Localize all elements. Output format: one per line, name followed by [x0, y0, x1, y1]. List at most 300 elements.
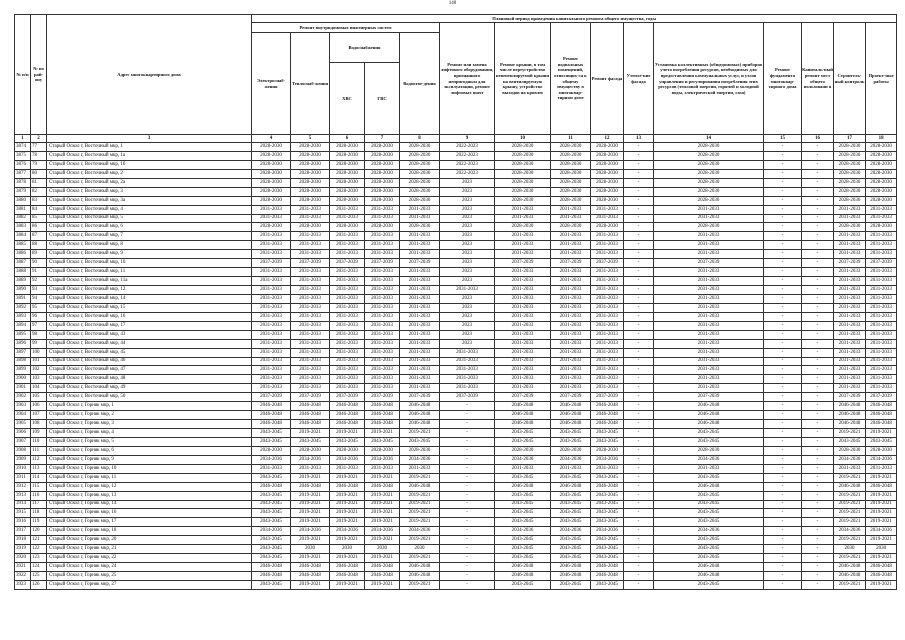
period-cell: 2019-2021 [330, 536, 365, 545]
period-cell: 2031-2033 [591, 357, 624, 366]
address-cell: Старый Оскол г, Горняк мкр, 12 [47, 482, 252, 491]
header-drainage: Водоотве-дения [400, 33, 440, 135]
period-cell: - [802, 411, 834, 420]
period-cell: 2028-2030 [834, 169, 866, 178]
period-cell: - [764, 339, 802, 348]
period-cell: 2043-2045 [551, 580, 591, 589]
table-row [15, 518, 897, 527]
period-cell: 2037-2039 [591, 259, 624, 268]
period-cell: 2043-2045 [400, 437, 440, 446]
address-cell: Старый Оскол г, Восточный мкр, 2 [47, 169, 252, 178]
period-cell: - [764, 312, 802, 321]
period-cell: 2031-2033 [654, 384, 764, 393]
period-cell: 2037-2039 [400, 259, 440, 268]
period-cell: - [440, 437, 495, 446]
period-cell: 2046-2048 [834, 411, 866, 420]
period-cell: 2031-2033 [400, 312, 440, 321]
period-cell: 2028-2030 [866, 187, 897, 196]
period-cell: 2028-2030 [834, 178, 866, 187]
period-cell: 2037-2039 [495, 393, 551, 402]
period-cell: 2046-2048 [365, 402, 400, 411]
period-cell: 2037-2039 [252, 393, 291, 402]
period-cell: 2031-2033 [400, 303, 440, 312]
period-cell: 2031-2033 [291, 384, 330, 393]
period-cell: 2028-2030 [330, 169, 365, 178]
period-cell: 2028-2030 [400, 196, 440, 205]
period-cell: 2031-2033 [591, 375, 624, 384]
period-cell: - [624, 518, 654, 527]
period-cell: 2046-2048 [654, 411, 764, 420]
period-cell: 2031-2033 [495, 366, 551, 375]
period-cell: 2046-2048 [866, 420, 897, 429]
period-cell: 2046-2048 [834, 402, 866, 411]
period-cell: 2031-2033 [291, 214, 330, 223]
period-cell: 2046-2048 [291, 402, 330, 411]
period-cell: 2043-2045 [252, 437, 291, 446]
address-cell: Старый Оскол г, Горняк мкр, 22 [47, 554, 252, 563]
header-hot-water: ГВС [365, 63, 400, 135]
period-cell: - [624, 143, 654, 152]
period-cell: 2031-2033 [866, 357, 897, 366]
period-cell: - [624, 402, 654, 411]
period-cell: - [764, 143, 802, 152]
period-cell: 2028-2030 [365, 151, 400, 160]
period-cell: 2046-2048 [654, 572, 764, 581]
period-cell: 2043-2045 [591, 509, 624, 518]
district-number: 119 [31, 518, 47, 527]
period-cell: 2028-2030 [866, 169, 897, 178]
table-row [15, 259, 897, 268]
address-cell: Старый Оскол г, Горняк мкр, 16 [47, 509, 252, 518]
period-cell: 2031-2033 [551, 250, 591, 259]
period-cell: 2031-2033 [866, 250, 897, 259]
header-roof: Ремонт крыши, в том числе переустройство невентилируемой крыши на вентилируемую крышу, устройство выходов на кровлю [495, 23, 551, 135]
period-cell: 2031-2033 [591, 214, 624, 223]
period-cell: 2034-2036 [654, 455, 764, 464]
period-cell: 2031-2033 [252, 277, 291, 286]
table-row [15, 178, 897, 187]
period-cell: 2031-2033 [291, 268, 330, 277]
period-cell: 2031-2033 [365, 330, 400, 339]
district-number: 99 [31, 339, 47, 348]
period-cell: 2031-2033 [291, 375, 330, 384]
period-cell: 2019-2021 [330, 429, 365, 438]
column-number: 8 [400, 135, 440, 143]
period-cell: 2031-2033 [252, 286, 291, 295]
period-cell: 2031-2033 [291, 294, 330, 303]
period-cell: - [764, 455, 802, 464]
period-cell: 2028-2030 [591, 196, 624, 205]
period-cell: 2023 [440, 187, 495, 196]
period-cell: 2046-2048 [252, 420, 291, 429]
period-cell: 2046-2048 [654, 420, 764, 429]
period-cell: - [764, 151, 802, 160]
period-cell: - [764, 259, 802, 268]
row-number: 3908 [15, 446, 31, 455]
period-cell: - [440, 482, 495, 491]
address-cell: Старый Оскол г, Горняк мкр, 25 [47, 572, 252, 581]
period-cell: - [802, 491, 834, 500]
period-cell: 2028-2030 [551, 196, 591, 205]
period-cell: 2034-2036 [495, 455, 551, 464]
period-cell: 2046-2048 [551, 411, 591, 420]
period-cell: - [802, 312, 834, 321]
period-cell: 2023 [440, 312, 495, 321]
district-number: 126 [31, 580, 47, 589]
period-cell: 2043-2045 [495, 545, 551, 554]
period-cell: 2031-2033 [834, 303, 866, 312]
period-cell: - [802, 518, 834, 527]
period-cell: - [764, 241, 802, 250]
district-number: 112 [31, 455, 47, 464]
period-cell: 2028-2030 [252, 223, 291, 232]
period-cell: 2031-2033 [495, 268, 551, 277]
period-cell: 2031-2033 [591, 277, 624, 286]
row-number: 3904 [15, 411, 31, 420]
row-number: 3893 [15, 312, 31, 321]
period-cell: 2028-2030 [291, 178, 330, 187]
header-common-areas: Капиталь-ный ремонт мест общего пользовани я [802, 23, 834, 135]
period-cell: 2031-2033 [330, 348, 365, 357]
row-number: 3883 [15, 223, 31, 232]
address-cell: Старый Оскол г, Восточный мкр, 12 [47, 286, 252, 295]
period-cell: 2031-2033 [365, 214, 400, 223]
period-cell: - [624, 205, 654, 214]
period-cell: 2019-2021 [365, 536, 400, 545]
period-cell: 2037-2039 [834, 259, 866, 268]
period-cell: - [802, 402, 834, 411]
period-cell: 2031-2033 [400, 384, 440, 393]
period-cell: 2043-2045 [654, 491, 764, 500]
period-cell: 2031-2033 [365, 339, 400, 348]
district-number: 81 [31, 178, 47, 187]
period-cell: - [624, 500, 654, 509]
period-cell: 2043-2045 [291, 437, 330, 446]
district-number: 125 [31, 572, 47, 581]
period-cell: 2023 [440, 178, 495, 187]
period-cell: 2028-2030 [365, 446, 400, 455]
period-cell: - [624, 330, 654, 339]
period-cell: - [802, 339, 834, 348]
period-cell: 2043-2045 [495, 580, 551, 589]
row-number: 3888 [15, 268, 31, 277]
period-cell: 2043-2045 [654, 473, 764, 482]
period-cell: 2031-2033 [330, 464, 365, 473]
period-cell: 2046-2048 [400, 563, 440, 572]
period-cell: 2031-2033 [654, 303, 764, 312]
period-cell: 2031-2033 [834, 375, 866, 384]
period-cell: 2028-2030 [654, 187, 764, 196]
period-cell: 2028-2030 [330, 143, 365, 152]
table-row [15, 205, 897, 214]
period-cell: 2031-2033 [834, 232, 866, 241]
row-number: 3901 [15, 384, 31, 393]
table-row [15, 143, 897, 152]
period-cell: 2019-2021 [330, 473, 365, 482]
period-cell: 2028-2030 [330, 223, 365, 232]
period-cell: 2028-2030 [591, 160, 624, 169]
period-cell: 2031-2033 [495, 294, 551, 303]
period-cell: - [802, 232, 834, 241]
period-cell: 2034-2036 [551, 527, 591, 536]
address-cell: Старый Оскол г, Восточный мкр, 4 [47, 205, 252, 214]
district-number: 109 [31, 429, 47, 438]
period-cell: 2046-2048 [252, 563, 291, 572]
table-row [15, 384, 897, 393]
row-number: 3875 [15, 151, 31, 160]
period-cell: - [802, 250, 834, 259]
header-heating: Теплоснаб-жения [291, 33, 330, 135]
period-cell: 2028-2030 [591, 446, 624, 455]
period-cell: 2046-2048 [866, 411, 897, 420]
period-cell: - [764, 491, 802, 500]
address-cell: Старый Оскол г, Горняк мкр, 4 [47, 429, 252, 438]
period-cell: 2031-2033 [495, 357, 551, 366]
period-cell: 2031-2033 [365, 303, 400, 312]
period-cell: 2031-2033 [834, 366, 866, 375]
period-cell: - [764, 366, 802, 375]
period-cell: 2031-2033 [291, 232, 330, 241]
period-cell: 2031-2033 [866, 464, 897, 473]
period-cell: 2034-2036 [591, 455, 624, 464]
period-cell: 2028-2030 [400, 178, 440, 187]
period-cell: 2028-2030 [400, 160, 440, 169]
period-cell: 2028-2030 [551, 178, 591, 187]
period-cell: 2031-2033 [291, 348, 330, 357]
period-cell: 2043-2045 [654, 518, 764, 527]
table-row [15, 455, 897, 464]
period-cell: - [440, 572, 495, 581]
row-number: 3892 [15, 303, 31, 312]
period-cell: - [624, 455, 654, 464]
period-cell: 2031-2033 [365, 268, 400, 277]
period-cell: 2043-2045 [591, 554, 624, 563]
period-cell: 2028-2030 [291, 223, 330, 232]
period-cell: 2028-2030 [866, 446, 897, 455]
district-number: 96 [31, 312, 47, 321]
period-cell: 2031-2033 [495, 205, 551, 214]
period-cell: - [440, 509, 495, 518]
period-cell: - [440, 500, 495, 509]
period-cell: 2031-2033 [400, 294, 440, 303]
period-cell: 2023 [440, 330, 495, 339]
table-row [15, 420, 897, 429]
period-cell: 2043-2045 [495, 500, 551, 509]
column-number: 15 [764, 135, 802, 143]
period-cell: 2046-2048 [400, 402, 440, 411]
period-cell: - [440, 518, 495, 527]
period-cell: 2031-2033 [400, 205, 440, 214]
period-cell: 2031-2033 [330, 357, 365, 366]
period-cell: - [802, 393, 834, 402]
period-cell: 2031-2033 [291, 330, 330, 339]
period-cell: 2031-2033 [495, 375, 551, 384]
row-number: 3913 [15, 491, 31, 500]
period-cell: - [764, 214, 802, 223]
district-number: 106 [31, 402, 47, 411]
period-cell: 2028-2030 [551, 143, 591, 152]
period-cell: - [802, 277, 834, 286]
period-cell: 2031-2033 [330, 214, 365, 223]
table-row [15, 572, 897, 581]
period-cell: 2019-2021 [291, 554, 330, 563]
period-cell: 2028-2030 [591, 169, 624, 178]
period-cell: 2031-2033 [252, 366, 291, 375]
row-number: 3910 [15, 464, 31, 473]
period-cell: - [764, 375, 802, 384]
period-cell: 2028-2030 [591, 151, 624, 160]
period-cell: 2028-2030 [495, 143, 551, 152]
period-cell: - [764, 160, 802, 169]
row-number: 3887 [15, 259, 31, 268]
period-cell: 2023 [440, 241, 495, 250]
period-cell: 2037-2039 [654, 259, 764, 268]
address-cell: Старый Оскол г, Восточный мкр, 8 [47, 241, 252, 250]
period-cell: 2031-2033 [551, 384, 591, 393]
period-cell: 2031-2033 [330, 375, 365, 384]
header-electricity: Электроснаб-жения [252, 33, 291, 135]
period-cell: 2031-2033 [866, 330, 897, 339]
row-number: 3899 [15, 366, 31, 375]
period-cell: - [440, 429, 495, 438]
period-cell: 2046-2048 [834, 563, 866, 572]
period-cell: 2031-2033 [291, 464, 330, 473]
table-row [15, 366, 897, 375]
period-cell: 2028-2030 [291, 143, 330, 152]
period-cell: 2019-2021 [291, 536, 330, 545]
period-cell: 2043-2045 [495, 429, 551, 438]
period-cell: - [624, 187, 654, 196]
period-cell: - [764, 303, 802, 312]
period-cell: 2046-2048 [495, 411, 551, 420]
period-cell: 2043-2045 [252, 500, 291, 509]
period-cell: 2028-2030 [330, 160, 365, 169]
period-cell: 2043-2045 [654, 536, 764, 545]
period-cell: - [440, 563, 495, 572]
period-cell: 2028-2030 [291, 160, 330, 169]
period-cell: 2031-2033 [365, 312, 400, 321]
period-cell: - [802, 286, 834, 295]
period-cell: 2031-2033 [400, 232, 440, 241]
period-cell: 2043-2045 [654, 554, 764, 563]
table-body [15, 143, 897, 590]
period-cell: 2019-2021 [400, 580, 440, 589]
period-cell: 2037-2039 [252, 259, 291, 268]
period-cell: - [440, 420, 495, 429]
period-cell: 2031-2033 [551, 357, 591, 366]
address-cell: Старый Оскол г, Восточный мкр, 7 [47, 232, 252, 241]
period-cell: 2031-2033 [495, 321, 551, 330]
period-cell: 2031-2033 [551, 303, 591, 312]
row-number: 3902 [15, 393, 31, 402]
address-cell: Старый Оскол г, Восточный мкр, 6 [47, 223, 252, 232]
district-number: 82 [31, 187, 47, 196]
period-cell: 2046-2048 [551, 572, 591, 581]
period-cell: 2046-2048 [252, 411, 291, 420]
period-cell: - [764, 500, 802, 509]
period-cell: - [624, 509, 654, 518]
period-cell: 2023 [440, 277, 495, 286]
period-cell: - [624, 429, 654, 438]
address-cell: Старый Оскол г, Восточный мкр, 3а [47, 196, 252, 205]
period-cell: - [624, 303, 654, 312]
period-cell: 2028-2030 [330, 196, 365, 205]
period-cell: - [764, 402, 802, 411]
period-cell: 2046-2048 [654, 563, 764, 572]
period-cell: 2043-2045 [591, 500, 624, 509]
period-cell: 2031-2033 [834, 312, 866, 321]
period-cell: 2031-2033 [330, 241, 365, 250]
page-number: 140 [448, 1, 457, 6]
period-cell: - [764, 563, 802, 572]
period-cell: 2031-2033 [365, 464, 400, 473]
address-cell: Старый Оскол г, Восточный мкр, 50 [47, 393, 252, 402]
period-cell: 2031-2033 [866, 348, 897, 357]
period-cell: - [764, 482, 802, 491]
row-number: 3917 [15, 527, 31, 536]
period-cell: 2031-2033 [291, 339, 330, 348]
period-cell: 2023 [440, 232, 495, 241]
period-cell: 2031-2033 [330, 250, 365, 259]
column-number: 4 [252, 135, 291, 143]
period-cell: 2019-2021 [866, 518, 897, 527]
address-cell: Старый Оскол г, Восточный мкр, 14 [47, 294, 252, 303]
address-cell: Старый Оскол г, Горняк мкр, 21 [47, 545, 252, 554]
period-cell: 2028-2030 [551, 169, 591, 178]
table-row [15, 545, 897, 554]
column-number: 12 [591, 135, 624, 143]
period-cell: 2046-2048 [834, 420, 866, 429]
address-cell: Старый Оскол г, Восточный мкр, 44 [47, 339, 252, 348]
period-cell: 2028-2030 [654, 169, 764, 178]
period-cell: - [764, 196, 802, 205]
period-cell: - [624, 348, 654, 357]
period-cell: 2028-2030 [551, 151, 591, 160]
period-cell: 2028-2030 [866, 160, 897, 169]
table-row [15, 348, 897, 357]
period-cell: - [764, 527, 802, 536]
period-cell: - [802, 259, 834, 268]
period-cell: - [764, 580, 802, 589]
row-number: 3878 [15, 178, 31, 187]
period-cell: 2031-2033 [654, 294, 764, 303]
period-cell: 2046-2048 [495, 402, 551, 411]
period-cell: 2028-2030 [252, 178, 291, 187]
period-cell: 2031-2033 [654, 250, 764, 259]
period-cell: 2031-2033 [330, 277, 365, 286]
period-cell: 2046-2048 [591, 482, 624, 491]
period-cell: 2037-2039 [834, 393, 866, 402]
column-number: 6 [330, 135, 365, 143]
period-cell: 2031-2033 [834, 321, 866, 330]
period-cell: 2043-2045 [495, 473, 551, 482]
period-cell: - [624, 384, 654, 393]
district-number: 89 [31, 250, 47, 259]
header-address: Адрес многоквартирного дома [47, 15, 252, 135]
period-cell: - [624, 375, 654, 384]
period-cell: 2034-2036 [866, 527, 897, 536]
row-number: 3911 [15, 473, 31, 482]
period-cell: 2031-2033 [551, 339, 591, 348]
period-cell: 2031-2033 [252, 384, 291, 393]
period-cell: 2031-2033 [591, 321, 624, 330]
period-cell: 2046-2048 [291, 572, 330, 581]
period-cell: 2031-2033 [866, 277, 897, 286]
column-number: 3 [47, 135, 252, 143]
period-cell: - [802, 303, 834, 312]
period-cell: 2031-2033 [834, 348, 866, 357]
period-cell: 2031-2033 [330, 205, 365, 214]
